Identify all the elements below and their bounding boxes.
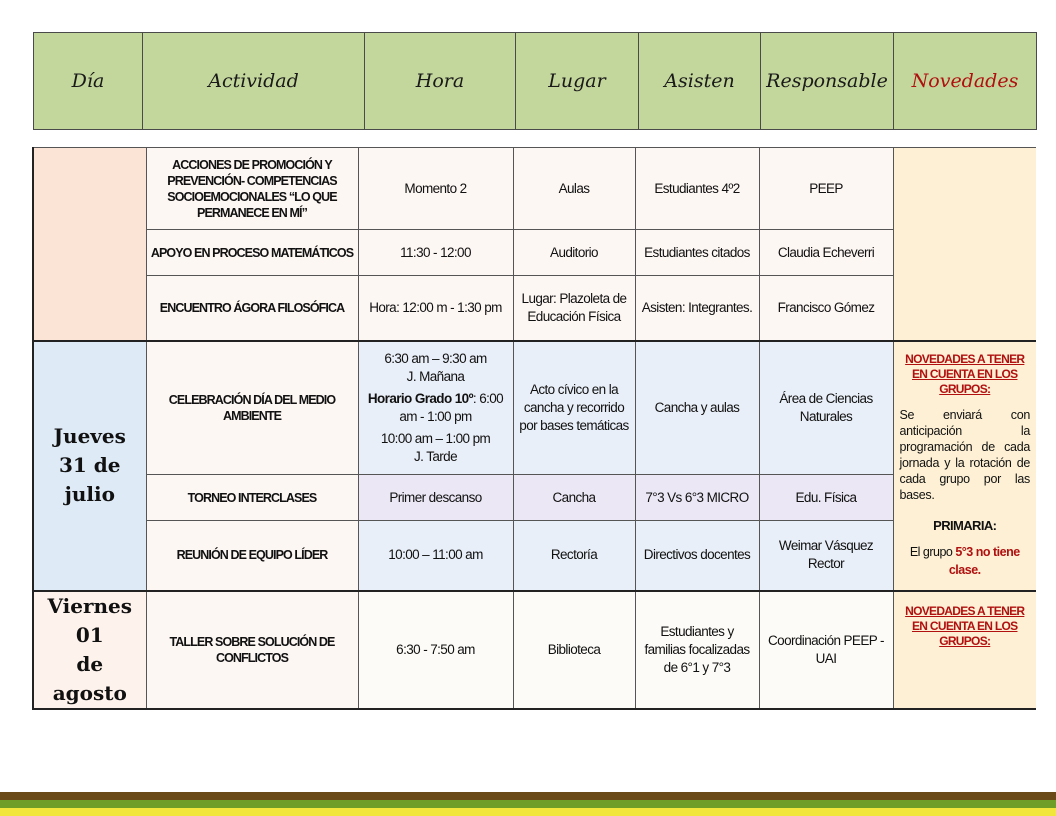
attendees-cell: Estudiantes 4º2: [635, 148, 759, 230]
day-cell-jueves: [33, 341, 146, 591]
attendees-cell: Asisten: Integrantes.: [635, 276, 759, 341]
activity-cell: REUNIÓN DE EQUIPO LÍDER: [146, 521, 358, 591]
time-bold: Horario Grado 10º: [367, 390, 473, 406]
place-cell: Cancha: [513, 475, 635, 521]
primaria-prefix: El grupo: [909, 545, 956, 559]
time-line: J. Mañana: [406, 368, 465, 384]
day-viernes-line1: Viernes 01: [47, 593, 133, 647]
novedades-cell-empty: [893, 148, 1036, 341]
day-cell-empty: [33, 148, 146, 341]
time-line: [362, 390, 510, 426]
primaria-note: [900, 543, 1031, 579]
novedades-cell-viernes: [893, 591, 1036, 709]
place-cell: Aulas: [513, 148, 635, 230]
table-row: [33, 521, 1036, 591]
header-actividad: Actividad: [143, 33, 365, 130]
time-cell: Hora: 12:00 m - 1:30 pm: [358, 276, 513, 341]
responsible-cell: PEEP: [759, 148, 893, 230]
day-jueves-line2: 31 de julio: [58, 453, 121, 506]
primaria-bold: 5°3 no tiene clase.: [948, 545, 1020, 577]
attendees-cell: Directivos docentes: [635, 521, 759, 591]
table-row: [33, 341, 1036, 475]
attendees-cell: Estudiantes y familias focalizadas de 6°1 y 7°3: [635, 591, 759, 709]
footer-stripe-yellow: [0, 808, 1056, 816]
place-cell: Lugar: Plazoleta de Educación Física: [513, 276, 635, 341]
header-asisten: Asisten: [639, 33, 761, 130]
attendees-cell: Cancha y aulas: [635, 341, 759, 475]
time-line: 10:00 am – 1:00 pm: [380, 430, 491, 446]
time-cell: Primer descanso: [358, 475, 513, 521]
novedades-title: NOVEDADES A TENER EN CUENTA EN LOS GRUPOS:: [905, 603, 1025, 648]
day-jueves-line1: Jueves: [53, 424, 126, 448]
time-cell: 6:30 - 7:50 am: [358, 591, 513, 709]
place-cell: Biblioteca: [513, 591, 635, 709]
table-row: [33, 475, 1036, 521]
time-cell: Momento 2: [358, 148, 513, 230]
responsible-cell: Claudia Echeverri: [759, 230, 893, 276]
schedule-table: [32, 147, 1036, 710]
place-cell: Rectoría: [513, 521, 635, 591]
time-line: J. Tarde: [414, 448, 457, 464]
activity-cell: ACCIONES DE PROMOCIÓN Y PREVENCIÓN- COMPETENCIAS SOCIOEMOCIONALES “LO QUE PERMANECE EN MÍ”: [146, 148, 358, 230]
time-cell: 10:00 – 11:00 am: [358, 521, 513, 591]
activity-cell: TALLER SOBRE SOLUCIÓN DE CONFLICTOS: [146, 591, 358, 709]
header-novedades: Novedades: [894, 33, 1037, 130]
responsible-cell: Coordinación PEEP - UAI: [759, 591, 893, 709]
table-row: [33, 148, 1036, 230]
table-row: [33, 276, 1036, 341]
time-cell: [358, 341, 513, 475]
responsible-cell: Área de Ciencias Naturales: [759, 341, 893, 475]
responsible-cell: Edu. Física: [759, 475, 893, 521]
header-responsable: Responsable: [761, 33, 894, 130]
table-row: [33, 591, 1036, 709]
place-cell: Acto cívico en la cancha y recorrido por bases temáticas: [513, 341, 635, 475]
attendees-cell: Estudiantes citados: [635, 230, 759, 276]
activity-cell: CELEBRACIÓN DÍA DEL MEDIO AMBIENTE: [146, 341, 358, 475]
place-cell: Auditorio: [513, 230, 635, 276]
header-dia: Día: [34, 33, 143, 130]
primaria-label: PRIMARIA:: [933, 518, 997, 533]
responsible-cell: Francisco Gómez: [759, 276, 893, 341]
time-line: 6:30 am – 9:30 am: [384, 350, 487, 366]
attendees-cell: 7°3 Vs 6°3 MICRO: [635, 475, 759, 521]
header-table: [33, 32, 1037, 130]
activity-cell: ENCUENTRO ÁGORA FILOSÓFICA: [146, 276, 358, 341]
table-row: [33, 230, 1036, 276]
header-lugar: Lugar: [516, 33, 639, 130]
header-hora: Hora: [365, 33, 516, 130]
time-rest: : 6:00 am - 1:00 pm: [399, 390, 504, 424]
day-viernes-line2: de agosto: [52, 651, 127, 705]
activity-cell: APOYO EN PROCESO MATEMÁTICOS: [146, 230, 358, 276]
novedades-cell-jueves: [893, 341, 1036, 591]
novedades-text: Se enviará con anticipación la programación de cada jornada y la rotación de cada grupo por las bases.: [899, 408, 1030, 502]
novedades-title: NOVEDADES A TENER EN CUENTA EN LOS GRUPOS:: [905, 352, 1025, 396]
time-cell: 11:30 - 12:00: [358, 230, 513, 276]
footer-stripe-green: [0, 800, 1056, 808]
footer-stripe-brown: [0, 792, 1056, 800]
responsible-cell: Weimar Vásquez Rector: [759, 521, 893, 591]
day-cell-viernes: [33, 591, 146, 709]
activity-cell: TORNEO INTERCLASES: [146, 475, 358, 521]
